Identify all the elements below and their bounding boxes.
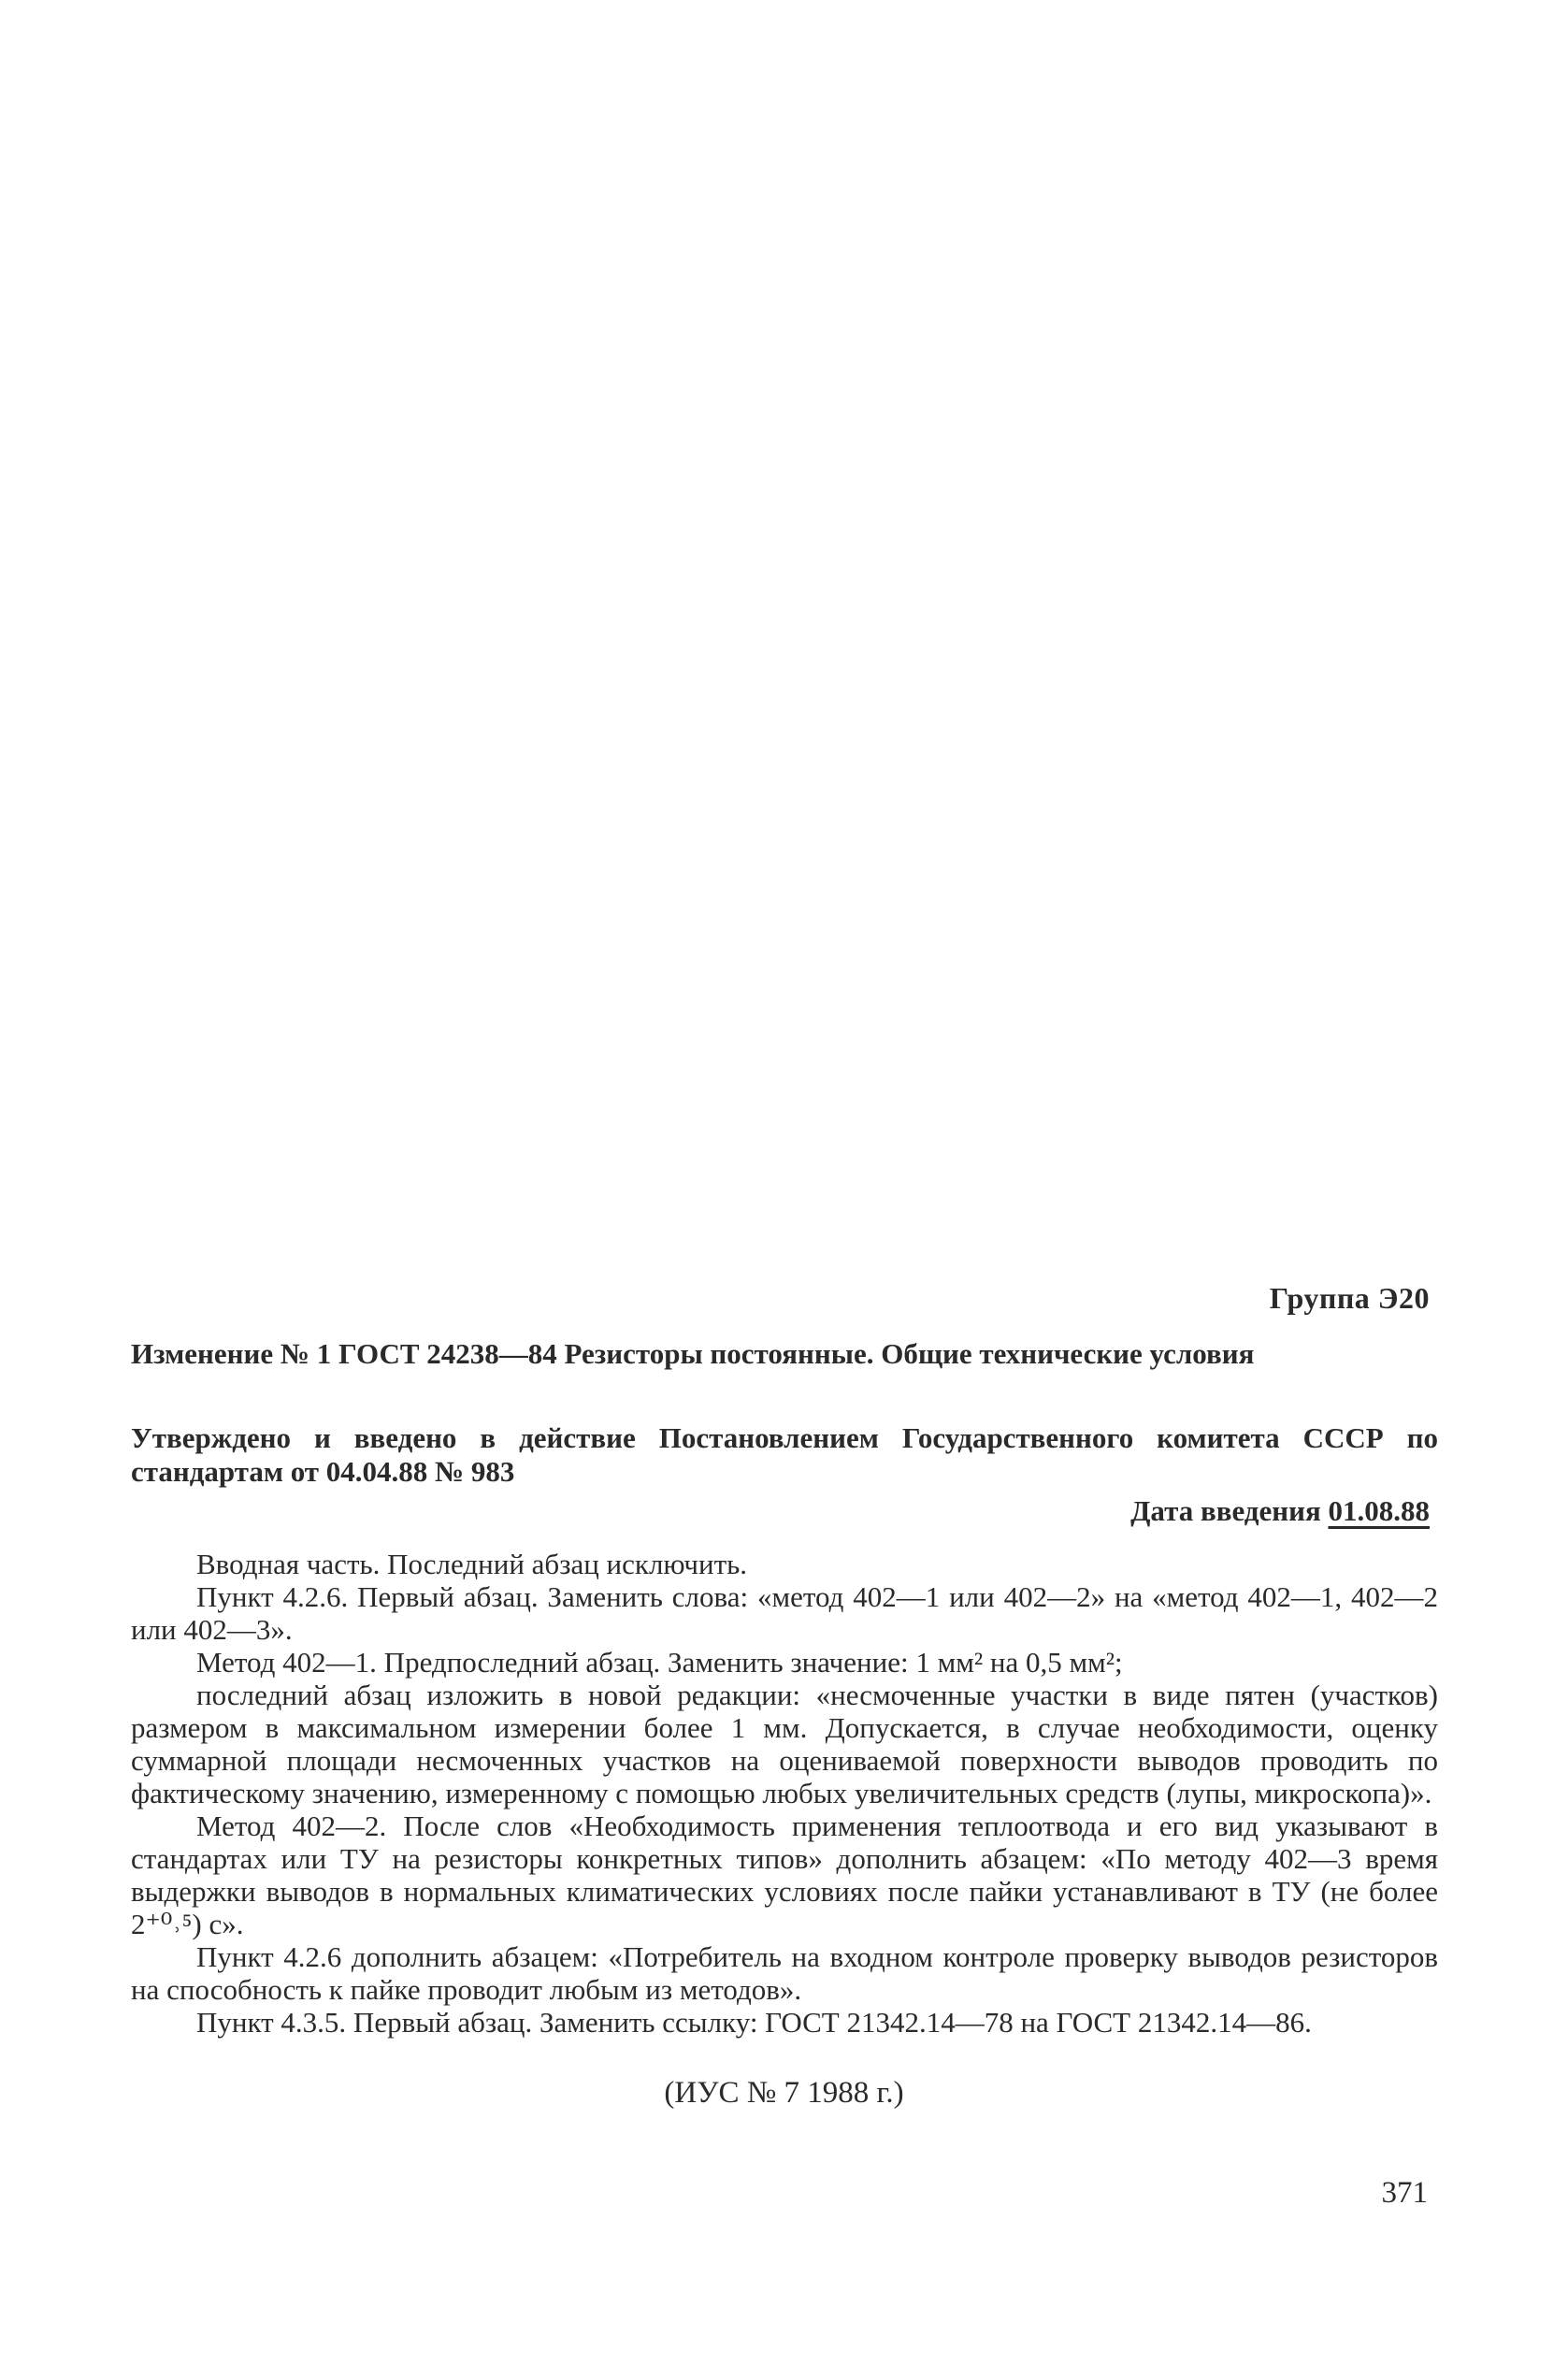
paragraph-intro: Вводная часть. Последний абзац исключить. bbox=[196, 1548, 748, 1580]
approval-text: Утверждено и введено в действие Постановлением Государственного комитета СССР по стандартам от 04.04.88 № 983 bbox=[131, 1421, 1438, 1488]
amendment-body bbox=[131, 1548, 1438, 2039]
group-label: Группа Э20 bbox=[1269, 1281, 1430, 1315]
paragraph-4-2-6-supplement: Пункт 4.2.6 дополнить абзацем: «Потребитель на входном контроле проверку выводов резисторов на способность к пайке проводит любым из методов». bbox=[131, 1940, 1438, 2006]
paragraph-last-abzac: последний абзац изложить в новой редакции: «несмоченные участки в виде пятен (участков) размером в максимальном измерении более 1 мм. Допускается, в случае необходимости, оценку суммарной площади несмоченных участков на оцениваемой поверхности выводов проводить по фактическому значению, измеренному с помощью любых увеличительных средств (лупы, микроскопа)». bbox=[131, 1679, 1438, 1809]
page-number: 371 bbox=[1381, 2176, 1428, 2210]
amendment-title-block bbox=[131, 1337, 1438, 1371]
introduction-date-value: 01.08.88 bbox=[1328, 1494, 1430, 1527]
introduction-date-label: Дата введения bbox=[1130, 1494, 1321, 1527]
source-reference: (ИУС № 7 1988 г.) bbox=[664, 2076, 904, 2110]
paragraph-4-3-5: Пункт 4.3.5. Первый абзац. Заменить ссылку: ГОСТ 21342.14—78 на ГОСТ 21342.14—86. bbox=[196, 2006, 1312, 2039]
paragraph-method-402-1: Метод 402—1. Предпоследний абзац. Заменить значение: 1 мм² на 0,5 мм²; bbox=[196, 1646, 1123, 1679]
approval-block bbox=[131, 1421, 1438, 1489]
paragraph-method-402-2: Метод 402—2. После слов «Необходимость применения теплоотвода и его вид указывают в стандартах или ТУ на резисторы конкретных типов» дополнить абзацем: «По методу 402—3 время выдержки выводов в нормальных климатических условиях после пайки устанавливают в ТУ (не более 2⁺⁰˒⁵) с». bbox=[131, 1809, 1438, 1940]
introduction-date bbox=[1130, 1494, 1430, 1528]
paragraph-4-2-6-words: Пункт 4.2.6. Первый абзац. Заменить слова: «метод 402—1 или 402—2» на «метод 402—1, 402—2 или 402—3». bbox=[131, 1580, 1438, 1646]
amendment-title: Изменение № 1 ГОСТ 24238—84 Резисторы постоянные. Общие технические условия bbox=[131, 1337, 1255, 1370]
